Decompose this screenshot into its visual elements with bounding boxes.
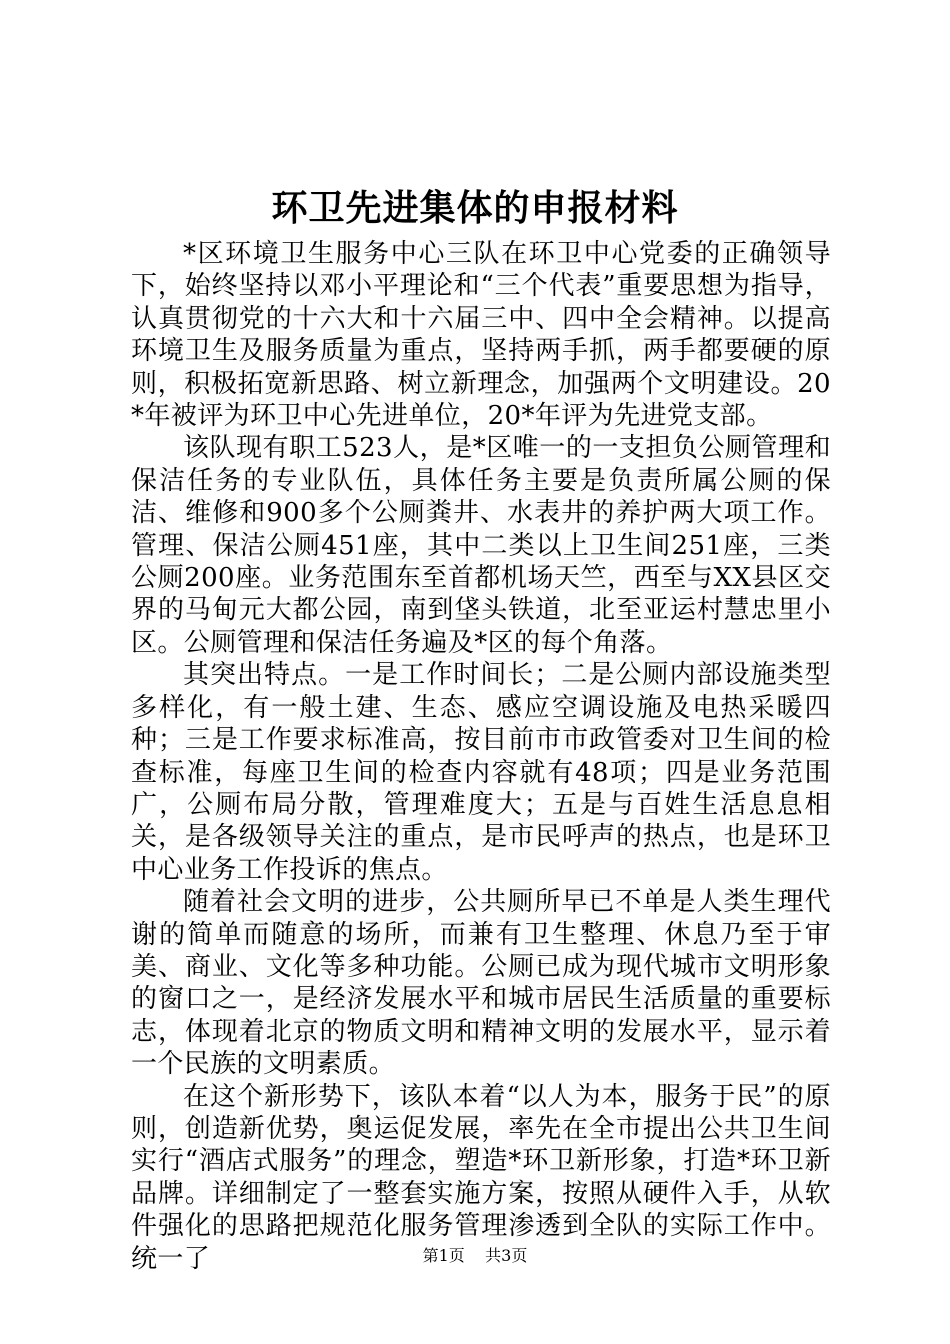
document-title: 环卫先进集体的申报材料 [271, 188, 679, 229]
page-number: 第1页 [422, 1246, 465, 1265]
page-footer [0, 1245, 950, 1267]
paragraph-4: 随着社会文明的进步，公共厕所早已不单是人类生理代谢的简单而随意的场所，而兼有卫生整理、休息乃至于审美、商业、文化等多种功能。公厕已成为现代城市文明形象的窗口之一，是经济发展水平和城市居民生活质量的重要标志，体现着北京的物质文明和精神文明的发展水平，显示着一个民族的文明素质。 [131, 887, 831, 1080]
paragraph-5: 在这个新形势下，该队本着“以人为本，服务于民”的原则，创造新优势，奥运促发展，率先在全市提出公共卫生间实行“酒店式服务”的理念，塑造*环卫新形象，打造*环卫新品牌。详细制定了一整套实施方案，按照从硬件入手，从软件强化的思路把规范化服务管理渗透到全队的实际工作中。统一了 [131, 1081, 831, 1274]
paragraph-3: 其突出特点。一是工作时间长；二是公厕内部设施类型多样化，有一般土建、生态、感应空调设施及电热采暖四种；三是工作要求标准高，按目前市市政管委对卫生间的检查标准，每座卫生间的检查内容就有48项；四是业务范围广，公厕布局分散，管理难度大；五是与百姓生活息息相关，是各级领导关注的重点，是市民呼声的热点，也是环卫中心业务工作投诉的焦点。 [131, 660, 831, 885]
paragraph-2: 该队现有职工523人，是*区唯一的一支担负公厕管理和保洁任务的专业队伍，具体任务主要是负责所属公厕的保洁、维修和900多个公厕粪井、水表井的养护两大项工作。管理、保洁公厕451座，其中二类以上卫生间251座，三类公厕200座。业务范围东至首都机场天竺，西至与XX县区交界的马甸元大都公园，南到垡头铁道，北至亚运村慧忠里小区。公厕管理和保洁任务遍及*区的每个角落。 [131, 433, 831, 658]
paragraph-1: *区环境卫生服务中心三队在环卫中心党委的正确领导下，始终坚持以邓小平理论和“三个代表”重要思想为指导，认真贯彻党的十六大和十六届三中、四中全会精神。以提高环境卫生及服务质量为重点，坚持两手抓，两手都要硬的原则，积极拓宽新思路、树立新理念，加强两个文明建设。20*年被评为环卫中心先进单位，20*年评为先进党支部。 [131, 239, 831, 432]
page-total: 共3页 [485, 1246, 528, 1265]
document-body [131, 238, 831, 1275]
page-separator [470, 1246, 480, 1265]
